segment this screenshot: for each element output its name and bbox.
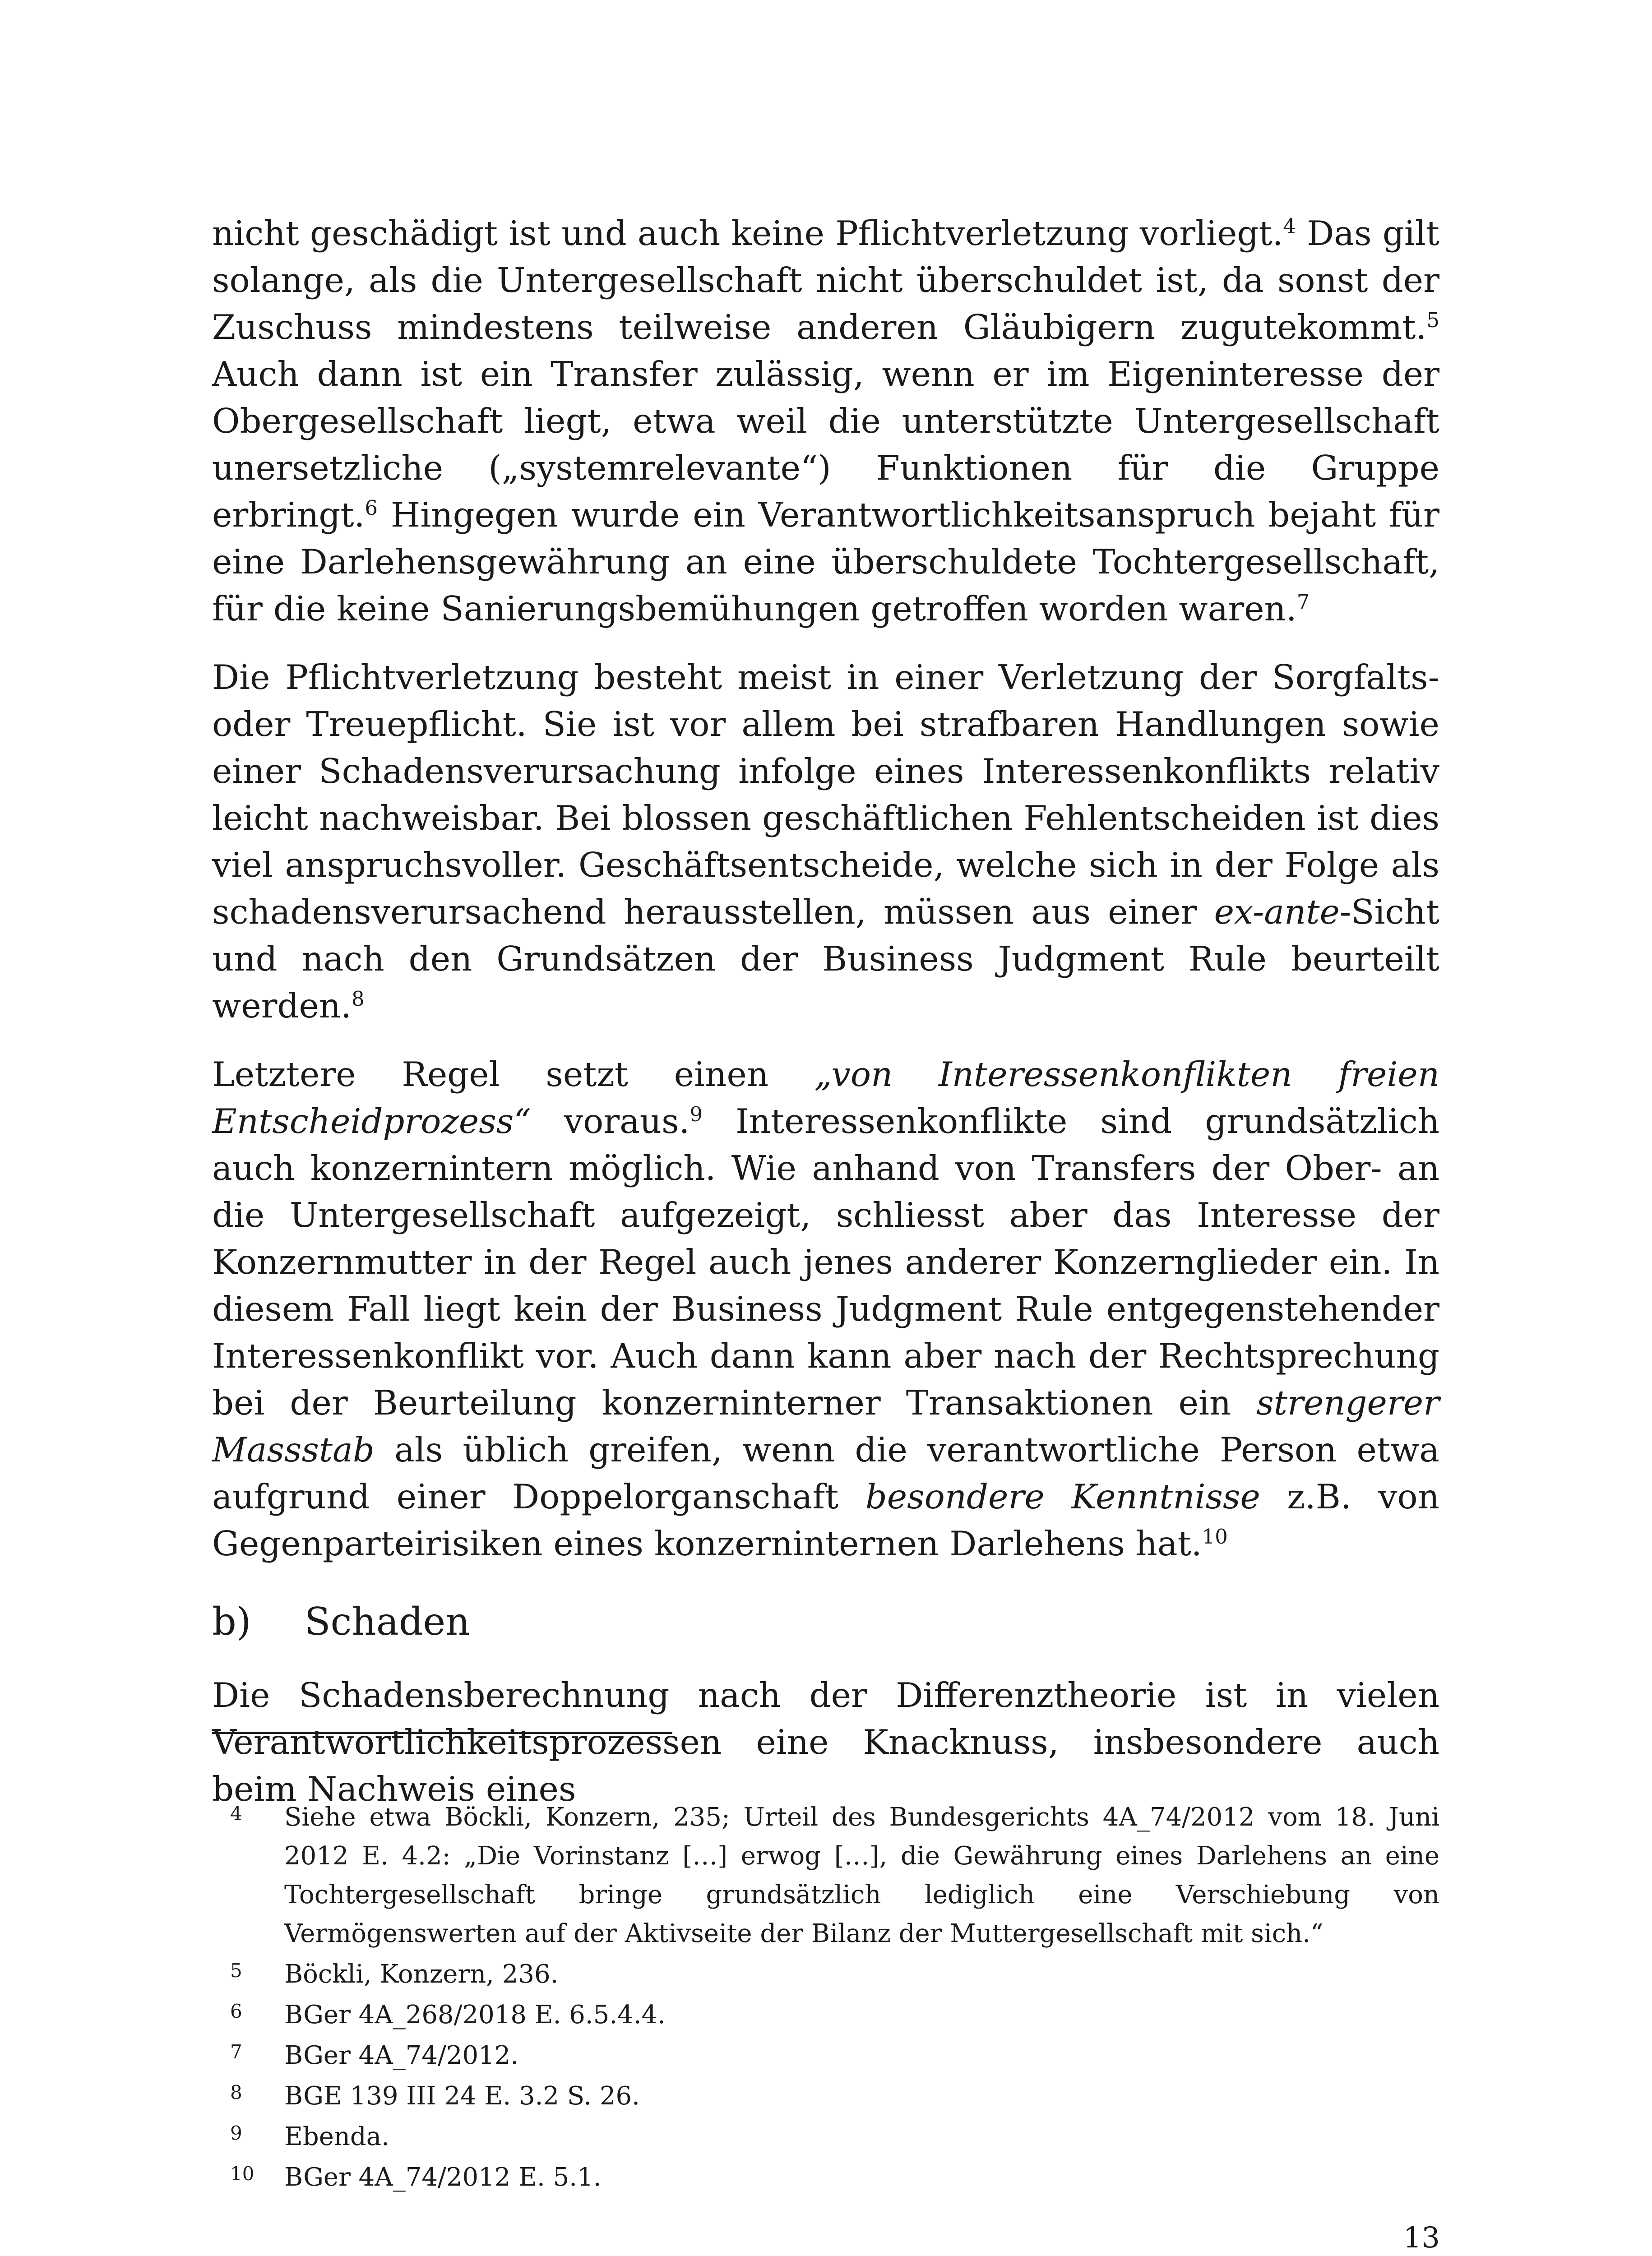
footnote-text: Ebenda. — [284, 2122, 389, 2151]
footnote-5 — [212, 1955, 1439, 1994]
footnote-number: 5 — [230, 1960, 242, 1982]
text-run: -Sicht und nach den Grundsätzen der Business Judgment Rule beurteilt werden. — [212, 892, 1439, 1026]
footnote-6 — [212, 1996, 1439, 2034]
paragraph-4 — [212, 1672, 1439, 1812]
footnote-7 — [212, 2036, 1439, 2075]
page-number: 13 — [1403, 2221, 1440, 2255]
footnote-8 — [212, 2077, 1439, 2116]
footnote-separator — [212, 1732, 672, 1734]
footnote-text: BGE 139 III 24 E. 3.2 S. 26. — [284, 2081, 640, 2111]
text-run: Letztere Regel setzt einen — [212, 1054, 814, 1094]
footnote-text: BGer 4A_74/2012. — [284, 2041, 519, 2070]
footnote-number: 6 — [230, 2000, 242, 2022]
text-run: Die Pflichtverletzung besteht meist in einer Verletzung der Sorgfalts- oder Treuepflicht. Sie ist vor allem bei strafbaren Handlungen sowie einer Schadensverursachung infolge eines Interessenkonflikts relativ leicht nachweisbar. Bei blossen geschäftlichen Fehlentscheiden ist dies viel anspruchsvoller. Geschäftsentscheide, welche sich in der Folge als schadensverursachend herausstellen, müssen aus einer — [212, 657, 1439, 932]
text-run: Interessenkonflikte sind grundsätzlich auch konzernintern möglich. Wie anhand von Transfers der Ober- an die Untergesellschaft aufgezeigt, schliesst aber das Interesse der Konzernmutter in der Regel auch jenes anderer Konzernglieder ein. In diesem Fall liegt kein der Business Judgment Rule entgegenstehender Interessenkonflikt vor. Auch dann kann aber nach der Rechtsprechung bei der Beurteilung konzerninterner Transaktionen ein — [212, 1101, 1439, 1423]
footnote-ref-5[interactable]: 5 — [1426, 308, 1439, 332]
footnote-text: Siehe etwa Böckli, Konzern, 235; Urteil des Bundesgerichts 4A_74/2012 vom 18. Juni 2012 E. 4.2: „Die Vorinstanz […] erwog […], die Gewährung eines Darlehens an eine Tochtergesellschaft bringe grundsätzlich lediglich eine Verschiebung von Vermögenswerten auf der Aktivseite der Bilanz der Muttergesellschaft mit sich.“ — [284, 1803, 1439, 1948]
section-heading — [212, 1597, 1439, 1646]
text-run: Hingegen wurde ein Verantwortlichkeitsanspruch bejaht für eine Darlehensgewährung an eine überschuldete Tochtergesellschaft, für die keine Sanierungsbemühungen getroffen worden waren. — [212, 495, 1439, 629]
section-title: Schaden — [305, 1600, 470, 1644]
text-run: Die Schadensberechnung nach der Differenztheorie ist in vielen Verantwortlichkeitsprozessen eine Knacknuss, insbesondere auch beim Nachweis eines — [212, 1675, 1439, 1809]
footnotes — [212, 1798, 1439, 2199]
footnote-number: 4 — [230, 1803, 242, 1825]
footnote-ref-10[interactable]: 10 — [1202, 1525, 1228, 1549]
section-number: b) — [212, 1600, 251, 1644]
footnote-4 — [212, 1798, 1439, 1953]
paragraph-1 — [212, 210, 1439, 632]
text-run: Auch dann ist ein Transfer zulässig, wenn er im Eigeninteresse der Obergesellschaft liegt, etwa weil die unterstützte Untergesellschaft unersetzliche („systemrelevante“) Funktionen für die Gruppe erbringt. — [212, 354, 1439, 535]
footnote-10 — [212, 2158, 1439, 2197]
emphasis: ex-ante — [1214, 892, 1340, 932]
text-run: z.B. von Gegenparteirisiken eines konzerninternen Darlehens hat. — [212, 1477, 1439, 1563]
text-run: als üblich greifen, wenn die verantwortliche Person etwa aufgrund einer Doppelorganschaft — [212, 1430, 1439, 1516]
paragraph-2 — [212, 654, 1439, 1029]
footnote-text: BGer 4A_74/2012 E. 5.1. — [284, 2163, 602, 2192]
footnote-9 — [212, 2117, 1439, 2156]
footnote-ref-8[interactable]: 8 — [351, 987, 365, 1011]
text-run: nicht geschädigt ist und auch keine Pflichtverletzung vorliegt. — [212, 213, 1283, 253]
footnote-text: Böckli, Konzern, 236. — [284, 1960, 559, 1989]
body-text — [212, 210, 1439, 1812]
footnote-ref-6[interactable]: 6 — [365, 496, 378, 520]
footnote-ref-7[interactable]: 7 — [1296, 590, 1310, 614]
emphasis: „von Interessenkonflikten freien Entscheidprozess“ — [212, 1054, 1439, 1141]
footnote-number: 10 — [230, 2163, 255, 2185]
footnote-number: 8 — [230, 2081, 242, 2103]
emphasis: besondere Kenntnisse — [865, 1477, 1260, 1516]
text-run: Das gilt solange, als die Untergesellschaft nicht überschuldet ist, da sonst der Zuschuss mindestens teilweise anderen Gläubigern zugutekommt. — [212, 213, 1439, 347]
footnote-text: BGer 4A_268/2018 E. 6.5.4.4. — [284, 2000, 666, 2029]
footnote-ref-4[interactable]: 4 — [1283, 214, 1296, 238]
footnote-ref-9[interactable]: 9 — [689, 1102, 703, 1126]
emphasis: strengerer Massstab — [212, 1383, 1439, 1470]
footnote-number: 9 — [230, 2122, 242, 2144]
text-run: voraus. — [531, 1101, 690, 1141]
paragraph-3 — [212, 1051, 1439, 1567]
footnote-number: 7 — [230, 2041, 242, 2063]
